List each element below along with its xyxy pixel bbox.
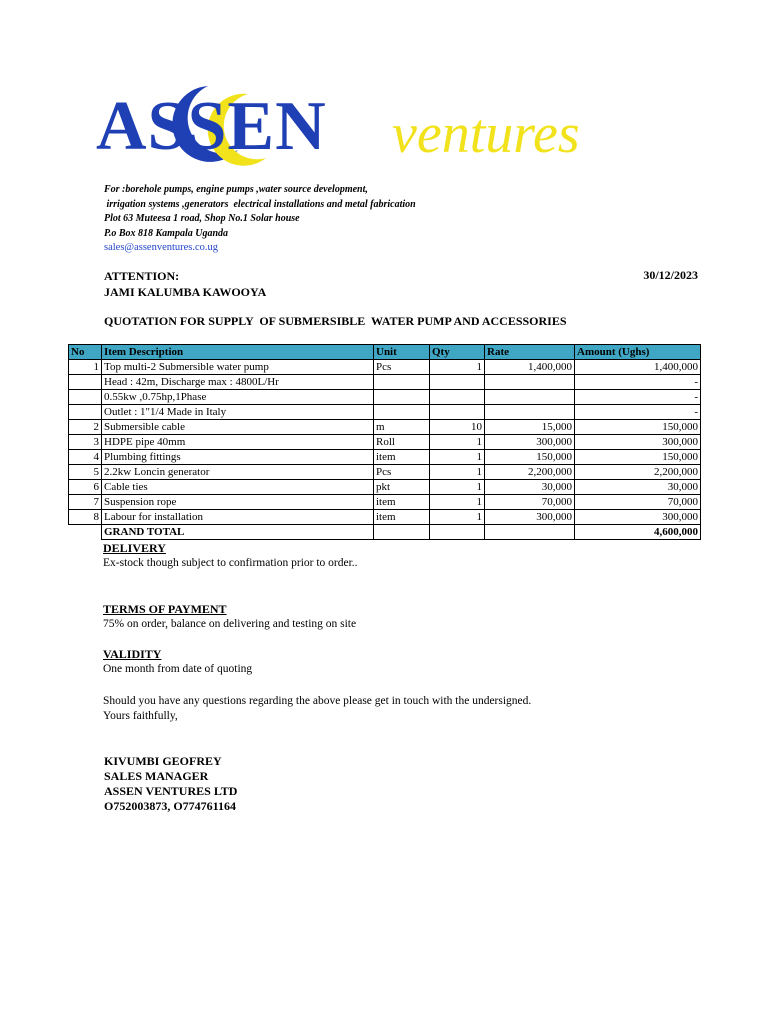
delivery-text: Ex-stock though subject to confirmation prior to order.. (103, 557, 358, 569)
cell-amount: - (575, 390, 701, 405)
cell-rate: 300,000 (485, 510, 575, 525)
cell-no: 2 (69, 420, 102, 435)
cell-rate: 15,000 (485, 420, 575, 435)
cell-unit (374, 405, 430, 420)
table-row (69, 495, 701, 510)
quote-date: 30/12/2023 (643, 268, 698, 282)
cell-amount: 1,400,000 (575, 360, 701, 375)
cell-desc: Submersible cable (102, 420, 374, 435)
table-row (69, 420, 701, 435)
table-row (69, 435, 701, 450)
table-row (69, 450, 701, 465)
cell-desc: Top multi-2 Submersible water pump (102, 360, 374, 375)
delivery-heading: DELIVERY (103, 541, 166, 555)
cell-desc: Outlet : 1"1/4 Made in Italy (102, 405, 374, 420)
company-services-2: irrigation systems ,generators electrical installations and metal fabrication (104, 198, 416, 210)
company-address: Plot 63 Muteesa 1 road, Shop No.1 Solar house (104, 213, 300, 224)
cell-qty: 10 (430, 420, 485, 435)
cell-qty: 1 (430, 510, 485, 525)
cell-no (69, 390, 102, 405)
signer-name: KIVUMBI GEOFREY (104, 754, 222, 768)
payment-section (103, 602, 356, 632)
cell-desc: Plumbing fittings (102, 450, 374, 465)
cell-qty: 1 (430, 435, 485, 450)
logo-brand: ASSEN (96, 88, 327, 165)
cell-unit: item (374, 450, 430, 465)
cell-rate: 30,000 (485, 480, 575, 495)
cell-unit (374, 390, 430, 405)
header-unit: Unit (374, 345, 430, 360)
cell-amount: 150,000 (575, 450, 701, 465)
table-row (69, 390, 701, 405)
cell-qty: 1 (430, 450, 485, 465)
delivery-section (103, 541, 371, 571)
table-row (69, 360, 701, 375)
validity-section (103, 647, 252, 677)
cell-amount: 300,000 (575, 435, 701, 450)
cell-desc: Cable ties (102, 480, 374, 495)
table-header-row (69, 345, 701, 360)
company-info (104, 183, 416, 256)
cell-unit (374, 375, 430, 390)
cell-amount: 70,000 (575, 495, 701, 510)
cell-qty (430, 390, 485, 405)
cell-no: 4 (69, 450, 102, 465)
cell-desc: 0.55kw ,0.75hp,1Phase (102, 390, 374, 405)
cell-no: 6 (69, 480, 102, 495)
cell-unit: Pcs (374, 360, 430, 375)
cell-unit: item (374, 510, 430, 525)
closing-line: Should you have any questions regarding the above please get in touch with the undersigned. (103, 695, 532, 707)
header-qty: Qty (430, 345, 485, 360)
grand-total-label: GRAND TOTAL (102, 525, 374, 540)
signer-company: ASSEN VENTURES LTD (104, 784, 238, 798)
cell-amount: 300,000 (575, 510, 701, 525)
cell-desc: HDPE pipe 40mm (102, 435, 374, 450)
payment-text: 75% on order, balance on delivering and testing on site (103, 618, 357, 630)
grand-total-amount: 4,600,000 (575, 525, 701, 540)
cell-qty (430, 405, 485, 420)
validity-heading: VALIDITY (103, 647, 162, 661)
quotation-title: QUOTATION FOR SUPPLY OF SUBMERSIBLE WATER PUMP AND ACCESSORIES (104, 314, 567, 328)
table-row (69, 510, 701, 525)
table-row (69, 375, 701, 390)
company-logo (88, 58, 668, 178)
cell-qty: 1 (430, 480, 485, 495)
cell-no: 1 (69, 360, 102, 375)
cell-amount: 30,000 (575, 480, 701, 495)
cell-desc: Head : 42m, Discharge max : 4800L/Hr (102, 375, 374, 390)
cell-rate (485, 375, 575, 390)
attention-label: ATTENTION: (104, 269, 180, 283)
payment-heading: TERMS OF PAYMENT (103, 602, 227, 616)
cell-unit: Pcs (374, 465, 430, 480)
cell-qty: 1 (430, 495, 485, 510)
cell-no: 3 (69, 435, 102, 450)
signer-phones: O752003873, O774761164 (104, 799, 237, 813)
table-row (69, 465, 701, 480)
cell-qty: 1 (430, 465, 485, 480)
cell-rate: 300,000 (485, 435, 575, 450)
validity-text: One month from date of quoting (103, 663, 253, 675)
cell-rate: 150,000 (485, 450, 575, 465)
cell-amount: 2,200,000 (575, 465, 701, 480)
cell-no: 7 (69, 495, 102, 510)
company-email[interactable]: sales@assenventures.co.ug (104, 242, 219, 253)
cell-rate: 2,200,000 (485, 465, 575, 480)
table-row (69, 480, 701, 495)
cell-rate: 70,000 (485, 495, 575, 510)
cell-no (69, 405, 102, 420)
cell-unit: pkt (374, 480, 430, 495)
cell-unit: m (374, 420, 430, 435)
recipient-name: JAMI KALUMBA KAWOOYA (104, 285, 267, 299)
cell-amount: 150,000 (575, 420, 701, 435)
header-description: Item Description (102, 345, 374, 360)
header-amount: Amount (Ughs) (575, 345, 701, 360)
table-row (69, 405, 701, 420)
logo-sub: ventures (392, 103, 580, 165)
items-table (68, 344, 701, 540)
cell-desc: 2.2kw Loncin generator (102, 465, 374, 480)
cell-no: 5 (69, 465, 102, 480)
cell-desc: Labour for installation (102, 510, 374, 525)
attention-block (104, 268, 266, 300)
cell-no (69, 375, 102, 390)
cell-rate (485, 405, 575, 420)
cell-qty (430, 375, 485, 390)
closing-section (103, 694, 531, 724)
cell-amount: - (575, 375, 701, 390)
cell-qty: 1 (430, 360, 485, 375)
header-rate: Rate (485, 345, 575, 360)
signer-title: SALES MANAGER (104, 769, 209, 783)
company-services: For :borehole pumps, engine pumps ,water source development, (104, 184, 368, 195)
grand-total-row (69, 525, 701, 540)
cell-unit: item (374, 495, 430, 510)
cell-desc: Suspension rope (102, 495, 374, 510)
cell-rate: 1,400,000 (485, 360, 575, 375)
company-po-box: P.o Box 818 Kampala Uganda (104, 227, 228, 239)
cell-amount: - (575, 405, 701, 420)
header-no: No (69, 345, 102, 360)
cell-rate (485, 390, 575, 405)
cell-unit: Roll (374, 435, 430, 450)
cell-no: 8 (69, 510, 102, 525)
closing-salutation: Yours faithfully, (103, 710, 178, 722)
signature-block (104, 754, 237, 814)
